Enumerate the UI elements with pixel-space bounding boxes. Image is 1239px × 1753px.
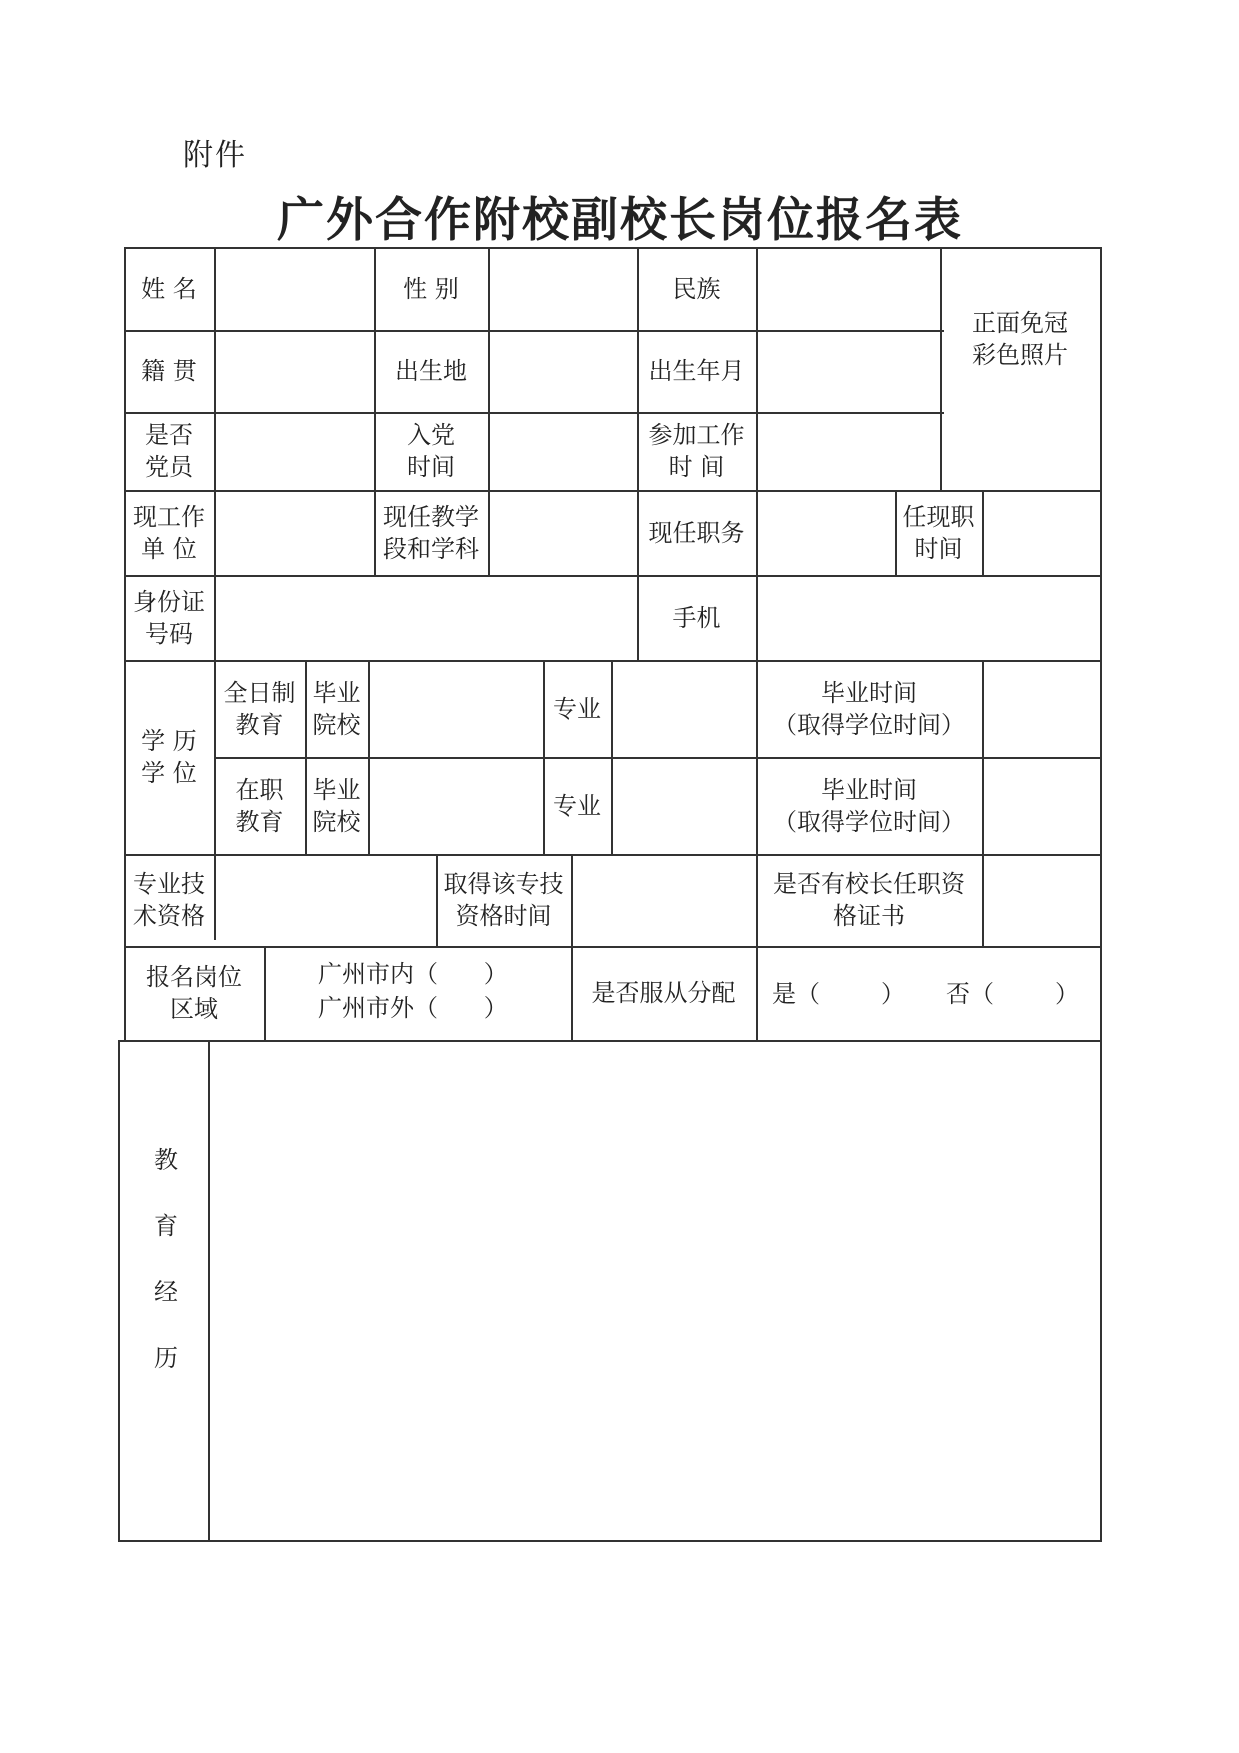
graduation-time-field[interactable]	[982, 660, 1100, 757]
professional-title-date-field[interactable]	[571, 854, 756, 946]
graduation-time-label: 毕业时间 （取得学位时间）	[773, 775, 965, 836]
join-party-date-label: 入党 时间	[407, 421, 455, 481]
phone-field[interactable]	[756, 575, 1100, 660]
gender-field[interactable]	[488, 247, 637, 330]
name-label: 姓 名	[141, 274, 197, 303]
education-history-char: 历	[154, 1344, 178, 1372]
major-field[interactable]	[611, 757, 756, 854]
education-history-char: 育	[154, 1212, 178, 1240]
work-start-date-field[interactable]	[756, 412, 940, 490]
fulltime-education-label: 全日制 教育	[223, 678, 296, 739]
form-title: 广外合作附校副校长岗位报名表	[277, 193, 963, 248]
principal-certificate-field[interactable]	[982, 854, 1100, 946]
join-party-date-field[interactable]	[488, 412, 637, 490]
ethnicity-field[interactable]	[756, 247, 940, 330]
major-label: 专业	[553, 791, 601, 820]
graduation-time-field[interactable]	[982, 757, 1100, 854]
region-label: 报名岗位 区域	[146, 963, 242, 1023]
position-since-label: 任现职 时间	[902, 502, 975, 563]
current-position-label: 现任职务	[648, 518, 745, 547]
teaching-stage-subject-label: 现任教学 段和学科	[383, 502, 479, 563]
birthplace-field[interactable]	[488, 330, 637, 412]
photo-placeholder[interactable]: 正面免冠 彩色照片	[972, 308, 1068, 369]
graduate-school-label: 毕业 院校	[312, 775, 361, 836]
education-history-label	[122, 1140, 210, 1404]
professional-title-date-label: 取得该专技 资格时间	[443, 870, 564, 930]
yes-option[interactable]: 是（ ）	[772, 980, 906, 1008]
id-number-field[interactable]	[214, 575, 637, 660]
work-unit-label: 现工作 单 位	[133, 502, 205, 563]
attachment-label: 附件	[183, 138, 247, 173]
work-unit-field[interactable]	[214, 490, 374, 575]
education-degree-label: 学 历 学 位	[141, 727, 197, 787]
major-field[interactable]	[611, 660, 756, 757]
party-member-field[interactable]	[214, 412, 374, 490]
gender-label: 性 别	[403, 274, 459, 303]
position-since-field[interactable]	[982, 490, 1100, 575]
birth-date-field[interactable]	[756, 330, 940, 412]
current-position-field[interactable]	[756, 490, 895, 575]
name-field[interactable]	[214, 247, 374, 330]
education-history-char: 经	[154, 1278, 178, 1306]
inservice-education-label: 在职 教育	[235, 775, 284, 836]
major-label: 专业	[553, 694, 601, 723]
graduate-school-field[interactable]	[368, 757, 543, 854]
region-outside-option[interactable]: 广州市外（ ）	[318, 994, 508, 1022]
phone-label: 手机	[672, 603, 721, 632]
education-history-field[interactable]	[208, 1040, 1100, 1540]
ethnicity-label: 民族	[672, 274, 721, 303]
no-option[interactable]: 否（ ）	[946, 980, 1080, 1008]
teaching-stage-subject-field[interactable]	[488, 490, 637, 575]
principal-certificate-label: 是否有校长任职资 格证书	[773, 870, 965, 930]
graduation-time-label: 毕业时间 （取得学位时间）	[773, 678, 965, 739]
birthplace-label: 出生地	[395, 357, 467, 385]
graduate-school-label: 毕业 院校	[312, 678, 361, 739]
party-member-label: 是否 党员	[145, 421, 193, 481]
obey-assignment-label: 是否服从分配	[591, 979, 736, 1007]
education-history-char: 教	[154, 1146, 178, 1174]
work-start-date-label: 参加工作 时 间	[648, 421, 745, 481]
native-place-label: 籍 贯	[141, 357, 197, 385]
professional-title-label: 专业技 术资格	[133, 870, 205, 930]
professional-title-field[interactable]	[214, 854, 436, 946]
region-inside-option[interactable]: 广州市内（ ）	[318, 960, 508, 988]
id-number-label: 身份证 号码	[133, 587, 205, 648]
birth-date-label: 出生年月	[648, 357, 745, 385]
native-place-field[interactable]	[214, 330, 374, 412]
graduate-school-field[interactable]	[368, 660, 543, 757]
